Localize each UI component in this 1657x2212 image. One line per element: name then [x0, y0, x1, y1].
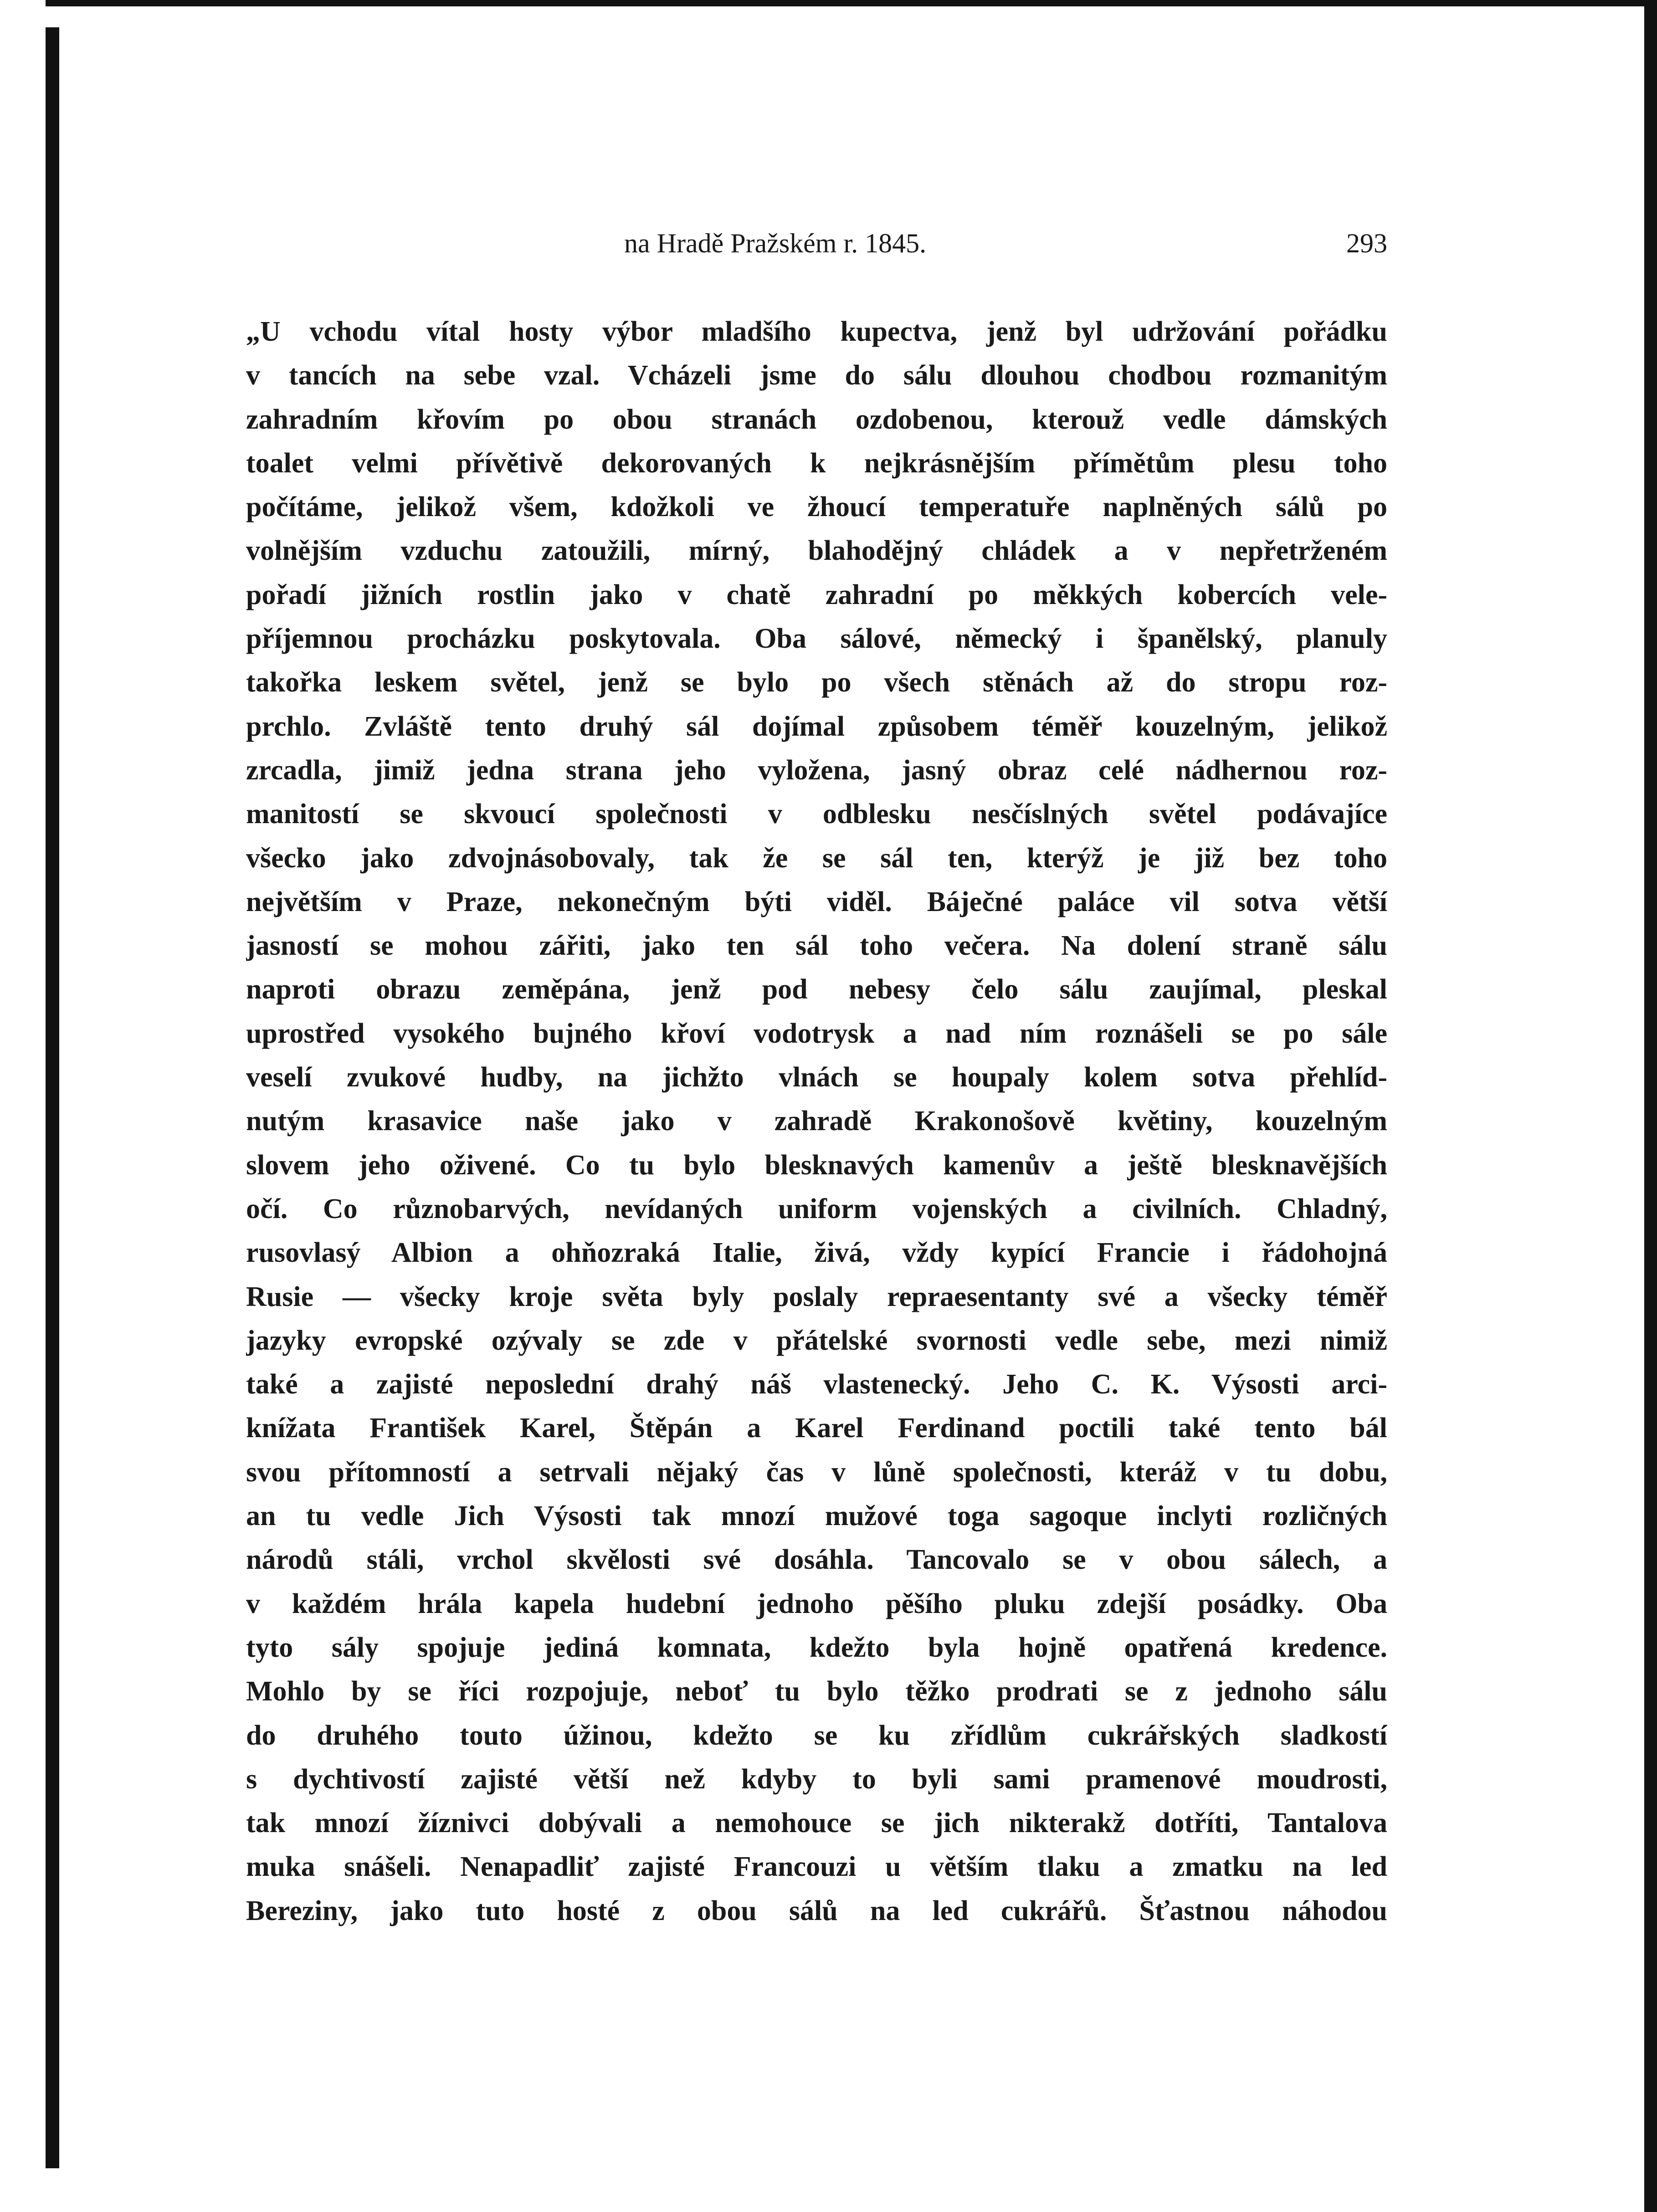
text-line: uprostřed vysokého bujného křoví vodotrysk a nad ním roznášeli se po sále: [246, 1018, 1387, 1049]
text-line: v tancích na sebe vzal. Vcházeli jsme do sálu dlouhou chodbou rozmanitým: [246, 360, 1387, 391]
text-line: Mohlo by se říci rozpojuje, neboť tu bylo těžko prodrati se z jednoho sálu: [246, 1676, 1387, 1707]
page-number: 293: [1346, 228, 1387, 258]
text-line: nutým krasavice naše jako v zahradě Krakonošově květiny, kouzelným: [246, 1106, 1387, 1137]
text-line: veselí zvukové hudby, na jichžto vlnách se houpaly kolem sotva přehlíd-: [246, 1062, 1387, 1093]
body-text: [246, 310, 1387, 1933]
text-line: Bereziny, jako tuto hosté z obou sálů na led cukrářů. Šťastnou náhodou: [246, 1895, 1387, 1926]
text-line: v každém hrála kapela hudební jednoho pěšího pluku zdejší posádky. Oba: [246, 1588, 1387, 1619]
scan-edge-left: [0, 0, 68, 2212]
scan-edge-right: [1644, 0, 1657, 2212]
text-line: tyto sály spojuje jediná komnata, kdežto byla hojně opatřená kredence.: [246, 1632, 1387, 1663]
text-line: zrcadla, jimiž jedna strana jeho vyložena, jasný obraz celé nádhernou roz-: [246, 754, 1387, 786]
text-line: volnějším vzduchu zatoužili, mírný, blahodějný chládek a v nepřetrženém: [246, 535, 1387, 567]
running-head-title: na Hradě Pražském r. 1845.: [624, 228, 927, 258]
text-line: slovem jeho oživené. Co tu bylo blesknavých kamenův a ještě blesknavějších: [246, 1149, 1387, 1181]
text-line: toalet velmi přívětivě dekorovaných k nejkrásnějším přímětům plesu toho: [246, 447, 1387, 479]
text-line: Rusie — všecky kroje světa byly poslaly repraesentanty své a všecky téměř: [246, 1281, 1387, 1312]
text-line: naproti obrazu zeměpána, jenž pod nebesy čelo sálu zaujímal, pleskal: [246, 974, 1387, 1005]
book-page: [246, 219, 1387, 1933]
text-line: pořadí jižních rostlin jako v chatě zahradní po měkkých kobercích vele-: [246, 579, 1387, 610]
text-line: manitostí se skvoucí společnosti v odblesku nesčíslných světel podávajíce: [246, 799, 1387, 830]
text-line: muka snášeli. Nenapadliť zajisté Francouzi u větším tlaku a zmatku na led: [246, 1851, 1387, 1883]
text-line: jazyky evropské ozývaly se zde v přátelské svornosti vedle sebe, mezi nimiž: [246, 1325, 1387, 1356]
text-line: an tu vedle Jich Výsosti tak mnozí mužové toga sagoque inclyti rozličných: [246, 1500, 1387, 1532]
text-line: jasností se mohou zářiti, jako ten sál toho večera. Na dolení straně sálu: [246, 930, 1387, 962]
text-line: největším v Praze, nekonečným býti viděl. Báječné paláce vil sotva větší: [246, 886, 1387, 917]
text-line: rusovlasý Albion a ohňozraká Italie, živá, vždy kypící Francie i řádohojná: [246, 1237, 1387, 1269]
text-line: očí. Co různobarvých, nevídaných uniform vojenských a civilních. Chladný,: [246, 1193, 1387, 1224]
text-line: prchlo. Zvláště tento druhý sál dojímal způsobem téměř kouzelným, jelikož: [246, 711, 1387, 742]
text-line: tak mnozí žíznivci dobývali a nemohouce se jich nikterakž dotříti, Tantalova: [246, 1807, 1387, 1839]
text-line: národů stáli, vrchol skvělosti své dosáhla. Tancovalo se v obou sálech, a: [246, 1544, 1387, 1576]
text-line: do druhého touto úžinou, kdežto se ku zřídlům cukrářských sladkostí: [246, 1720, 1387, 1751]
text-line: příjemnou procházku poskytovala. Oba sálové, německý i španělský, planuly: [246, 623, 1387, 655]
text-line: zahradním křovím po obou stranách ozdobenou, kterouž vedle dámských: [246, 404, 1387, 435]
text-line: „U vchodu vítal hosty výbor mladšího kupectva, jenž byl udržování pořádku: [246, 316, 1387, 347]
running-head: [246, 219, 1387, 269]
scan-edge-top: [46, 0, 1657, 6]
text-line: také a zajisté neposlední drahý náš vlastenecký. Jeho C. K. Výsosti arci-: [246, 1369, 1387, 1400]
text-line: takořka leskem světel, jenž se bylo po všech stěnách až do stropu roz-: [246, 667, 1387, 698]
text-line: svou přítomností a setrvali nějaký čas v lůně společnosti, kteráž v tu dobu,: [246, 1456, 1387, 1488]
text-line: všecko jako zdvojnásobovaly, tak že se sál ten, kterýž je již bez toho: [246, 842, 1387, 874]
text-line: počítáme, jelikož všem, kdožkoli ve žhoucí temperatuře naplněných sálů po: [246, 492, 1387, 523]
text-line: s dychtivostí zajisté větší než kdyby to byli sami pramenové moudrosti,: [246, 1763, 1387, 1795]
text-line: knížata František Karel, Štěpán a Karel Ferdinand poctili také tento bál: [246, 1413, 1387, 1444]
